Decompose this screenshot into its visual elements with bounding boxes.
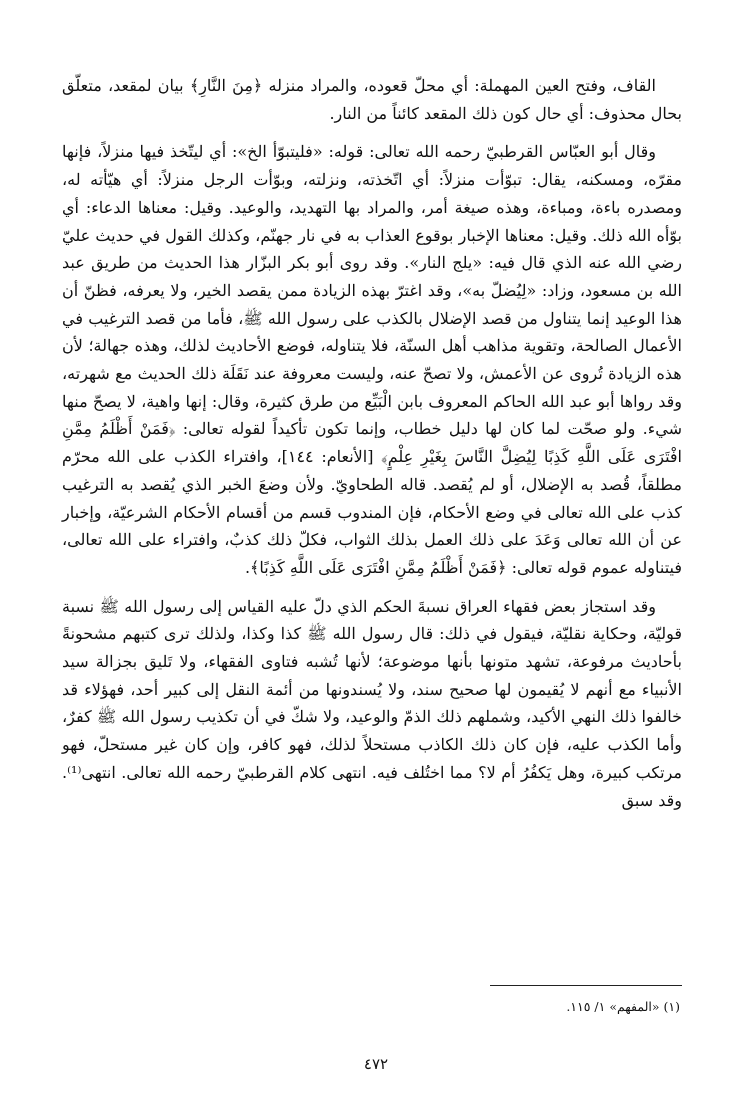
paragraph-2 — [62, 138, 682, 581]
text-line: تعالى: ﴿فَمَنْ أَظْلَمُ مِمَّنِ افْتَرَى عَلَى اللَّهِ كَذِبًا لِيُضِلَّ النَّاسَ بِغَيْرِ عِلْمٍ﴾ [الأنعام: ١٤٤]، — [62, 419, 682, 467]
text-line: العمل بذلك الثواب، فكلّ ذلك كذبٌ، وافتراء على الله تعالى، فيتناوله عموم قوله — [62, 530, 682, 577]
text-line: ذلك الذمّ والوعيد، ولا شكّ في أن تكذيب رسول الله ﷺ كفرٌ، وأما الكذب عليه، فإن — [62, 707, 682, 755]
text-line: نار جهنّم، وكذلك القول في حديث عليّ رضي الله عنه الذي قال فيه: «يلج النار». وقد روى أبو — [62, 225, 683, 273]
text-line: وقد استجاز بعض فقهاء العراق نسبةَ الحكم الذي دلّ عليه القياس إلى رسول — [147, 596, 657, 616]
text-line: ولذلك ترى كتبهم مشحونةً بأحاديث مرفوعة، تشهد متونها بأنها موضوعة؛ لأنها تُشبه — [62, 624, 683, 672]
text-line: أي هيّأته له، ومصدره باءة، ومباءة، وهذه صيغة أمر، والمراد بها التهديد، والوعيد. — [62, 170, 683, 217]
text-line: وقال أبو العبّاس القرطبيّ رحمه الله تعالى: قوله: «فليتبوّأ الخ»: أي ليتّخذ فيها منزلاً، — [91, 142, 656, 162]
paragraph-1 — [62, 72, 682, 127]
text-line: وقد رواها أبو عبد الله الحاكم المعروف بابن الْبَيِّع من طرق كثيرة، وقال: إنها واهية، — [135, 391, 683, 411]
text-line: تعالى: ﴿فَمَنْ أَظْلَمُ مِمَّنِ افْتَرَى عَلَى اللَّهِ كَذِبًا﴾. — [244, 557, 553, 577]
text-line: ولأن وضعَ الخبر الذي يُقصد به الترغيب كذب على الله تعالى في وضع الأحكام، فإن — [62, 474, 682, 522]
footnote-divider — [490, 985, 682, 986]
text-line: فإنها مقرّه، ومسكنه، يقال: تبوّأت منزلاً: أي اتّخذته، ونزلته، وبوّأت الرجل منزلاً: — [62, 142, 682, 190]
text-line: الزيادة ممن يقصد الخير، ولا يعرفه، فظنّ أن هذا الوعيد إنما يتناول من قصد الإضلال — [62, 280, 682, 328]
text-line: وهل يَكفُرُ أم لا؟ مما اختُلف فيه. انتهى كلام القرطبيّ رحمه الله تعالى. انتهى⁽¹⁾. وقد سبق — [62, 762, 682, 810]
text-line: لا يصحّ منها شيء. ولو صحّت لما كان لها دليل خطاب، وإنما تكون تأكيداً لقوله — [62, 391, 682, 439]
text-line: المندوب قسم من أقسام الأحكام الشرعيّة، وإخبار عن أن الله تعالى وَعَدَ على ذلك — [62, 502, 683, 550]
footnote: (١) «المفهم» ١/ ١١٥. — [566, 999, 680, 1014]
text-line: يُسندونها من أئمة النقل إلى كبير أحد، فهؤلاء قد خالفوا ذلك النهي الأكيد، وشملهم — [62, 679, 683, 727]
main-text — [62, 72, 682, 814]
text-line: الله ﷺ نسبة قوليّة، وحكاية نقليّة، فيقول في ذلك: قال رسول الله ﷺ كذا وكذا، — [62, 596, 682, 644]
paragraph-3 — [62, 593, 682, 815]
text-line: القاف، وفتح العين المهملة: أي محلّ قعوده، والمراد منزله ﴿مِنَ النَّارِ﴾ بيان لمقعد، — [101, 76, 656, 95]
text-line: وافتراء الكذب على الله محرّم مطلقاً، قُصد به الإضلال، أو لم يُقصد. قاله الطحاويّ. — [62, 447, 683, 494]
text-line: فتاوى الفقهاء، ولا تَليق بجزالة سيد الأنبياء مع أنهم لا يُقيمون لها صحيح سند، ولا — [62, 652, 683, 699]
text-line: وقيل: معناها الدعاء: أي بوّأه الله ذلك. وقيل: معناها الإخبار بوقوع العذاب به في — [62, 197, 683, 245]
text-line: مذاهب أهل السنّة، فلا يتناوله، فوضع الأحاديث لذلك، وهذه جهالة؛ لأن هذه الزيادة — [62, 336, 682, 384]
text-line: بالكذب على رسول الله ﷺ، فأما من قصد الترغيب في الأعمال الصالحة، وتقوية — [62, 308, 682, 356]
text-line: كان ذلك الكاذب مستحلاً لذلك، فهو كافر، وإن كان غير مستحلّ، فهو مرتكب كبيرة، — [62, 735, 683, 782]
text-line: متعلّق بحال محذوف: أي حال كون ذلك المقعد كائناً من النار. — [62, 76, 682, 123]
text-line: تُروى عن الأعمش، ولا تصحّ عنه، وليست معروفة عند نَقَلَة ذلك الحديث مع شهرته، — [62, 364, 603, 384]
text-line: بكر البزّار هذا الحديث من طريق عبد الله بن مسعود، وزاد: «لِيُضلّ به»، وقد اغترّ بهذه — [62, 253, 683, 300]
page-number: ٤٧٢ — [363, 1055, 389, 1073]
